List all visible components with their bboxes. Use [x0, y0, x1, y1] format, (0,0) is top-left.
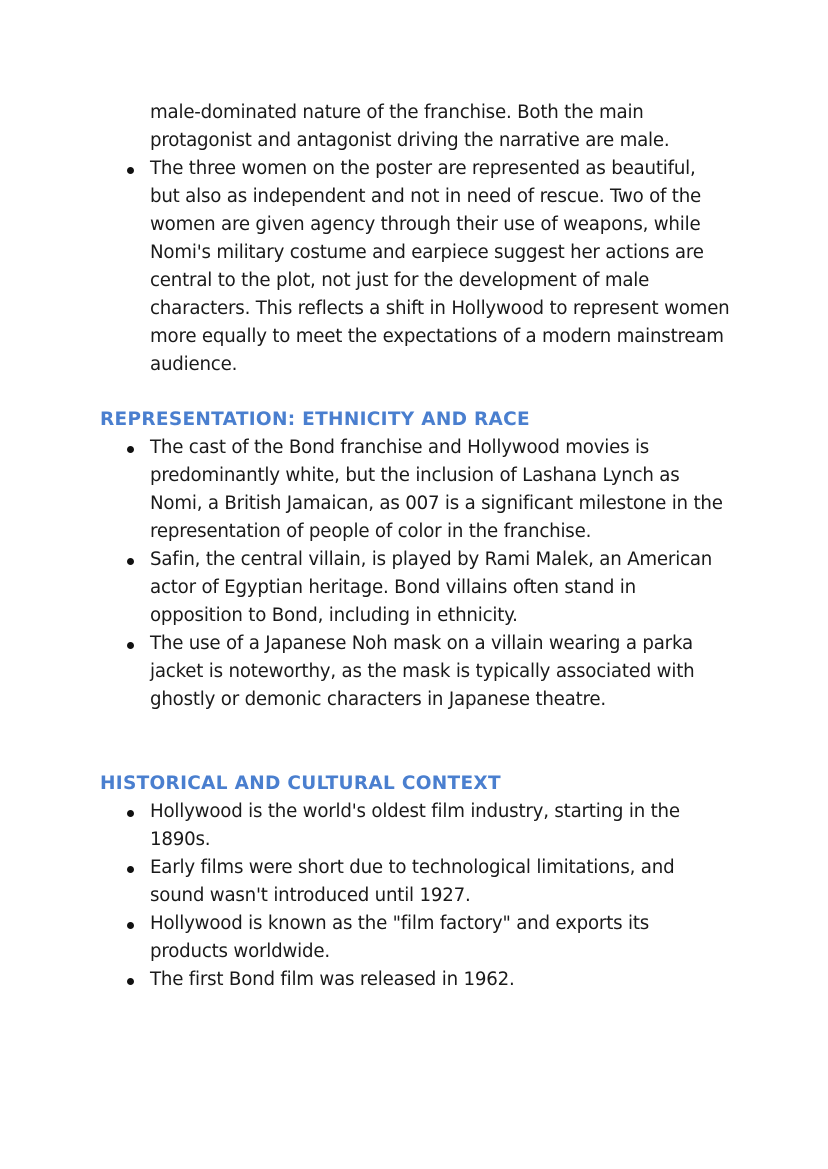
- list-item: [0, 434, 730, 546]
- list-item-text: Safin, the central villain, is played by Rami Malek, an American actor of Egyptian heritage. Bond villains often stand in opposition to Bond, including in ethnicity.: [150, 549, 713, 626]
- list-item-text: The cast of the Bond franchise and Hollywood movies is predominantly white, but the inclusion of Lashana Lynch as Nomi, a British Jamaican, as 007 is a significant milestone in the representation of people of color in the franchise.: [150, 437, 723, 542]
- list-item: [0, 630, 730, 714]
- list-item: [0, 798, 730, 854]
- list-item-text: The use of a Japanese Noh mask on a villain wearing a parka jacket is noteworthy, as the mask is typically associated with ghostly or demonic characters in Japanese theatre.: [150, 633, 695, 710]
- list-item: [0, 546, 730, 630]
- bullet-icon: [127, 642, 134, 649]
- context-list: [0, 798, 828, 994]
- bullet-icon: [127, 810, 134, 817]
- bullet-icon: [127, 167, 134, 174]
- gender-representation-list: [0, 155, 828, 379]
- section-heading-ethnicity: REPRESENTATION: ETHNICITY AND RACE: [100, 409, 530, 430]
- list-item: [0, 966, 730, 994]
- list-item-text: The first Bond film was released in 1962.: [150, 969, 515, 990]
- ethnicity-list: [0, 434, 828, 714]
- list-item-text: Hollywood is known as the "film factory" and exports its products worldwide.: [150, 913, 650, 962]
- list-item: [0, 910, 730, 966]
- continuation-paragraph: male-dominated nature of the franchise. Both the main protagonist and antagonist driving the narrative are male.: [150, 102, 670, 151]
- list-item-text: Early films were short due to technological limitations, and sound wasn't introduced until 1927.: [150, 857, 675, 906]
- section-heading-context: HISTORICAL AND CULTURAL CONTEXT: [100, 773, 501, 794]
- list-item: [0, 854, 730, 910]
- bullet-icon: [127, 978, 134, 985]
- bullet-icon: [127, 558, 134, 565]
- list-item-text: Hollywood is the world's oldest film industry, starting in the 1890s.: [150, 801, 680, 850]
- bullet-icon: [127, 446, 134, 453]
- bullet-icon: [127, 922, 134, 929]
- bullet-icon: [127, 866, 134, 873]
- list-item: [0, 155, 730, 379]
- list-item-text: The three women on the poster are represented as beautiful, but also as independent and not in need of rescue. Two of the women are given agency through their use of weapons, while Nomi's military costume and earpiece suggest her actions are central to the plot, not just for the development of male characters. This reflects a shift in Hollywood to represent women more equally to meet the expectations of a modern mainstream audience.: [150, 158, 730, 375]
